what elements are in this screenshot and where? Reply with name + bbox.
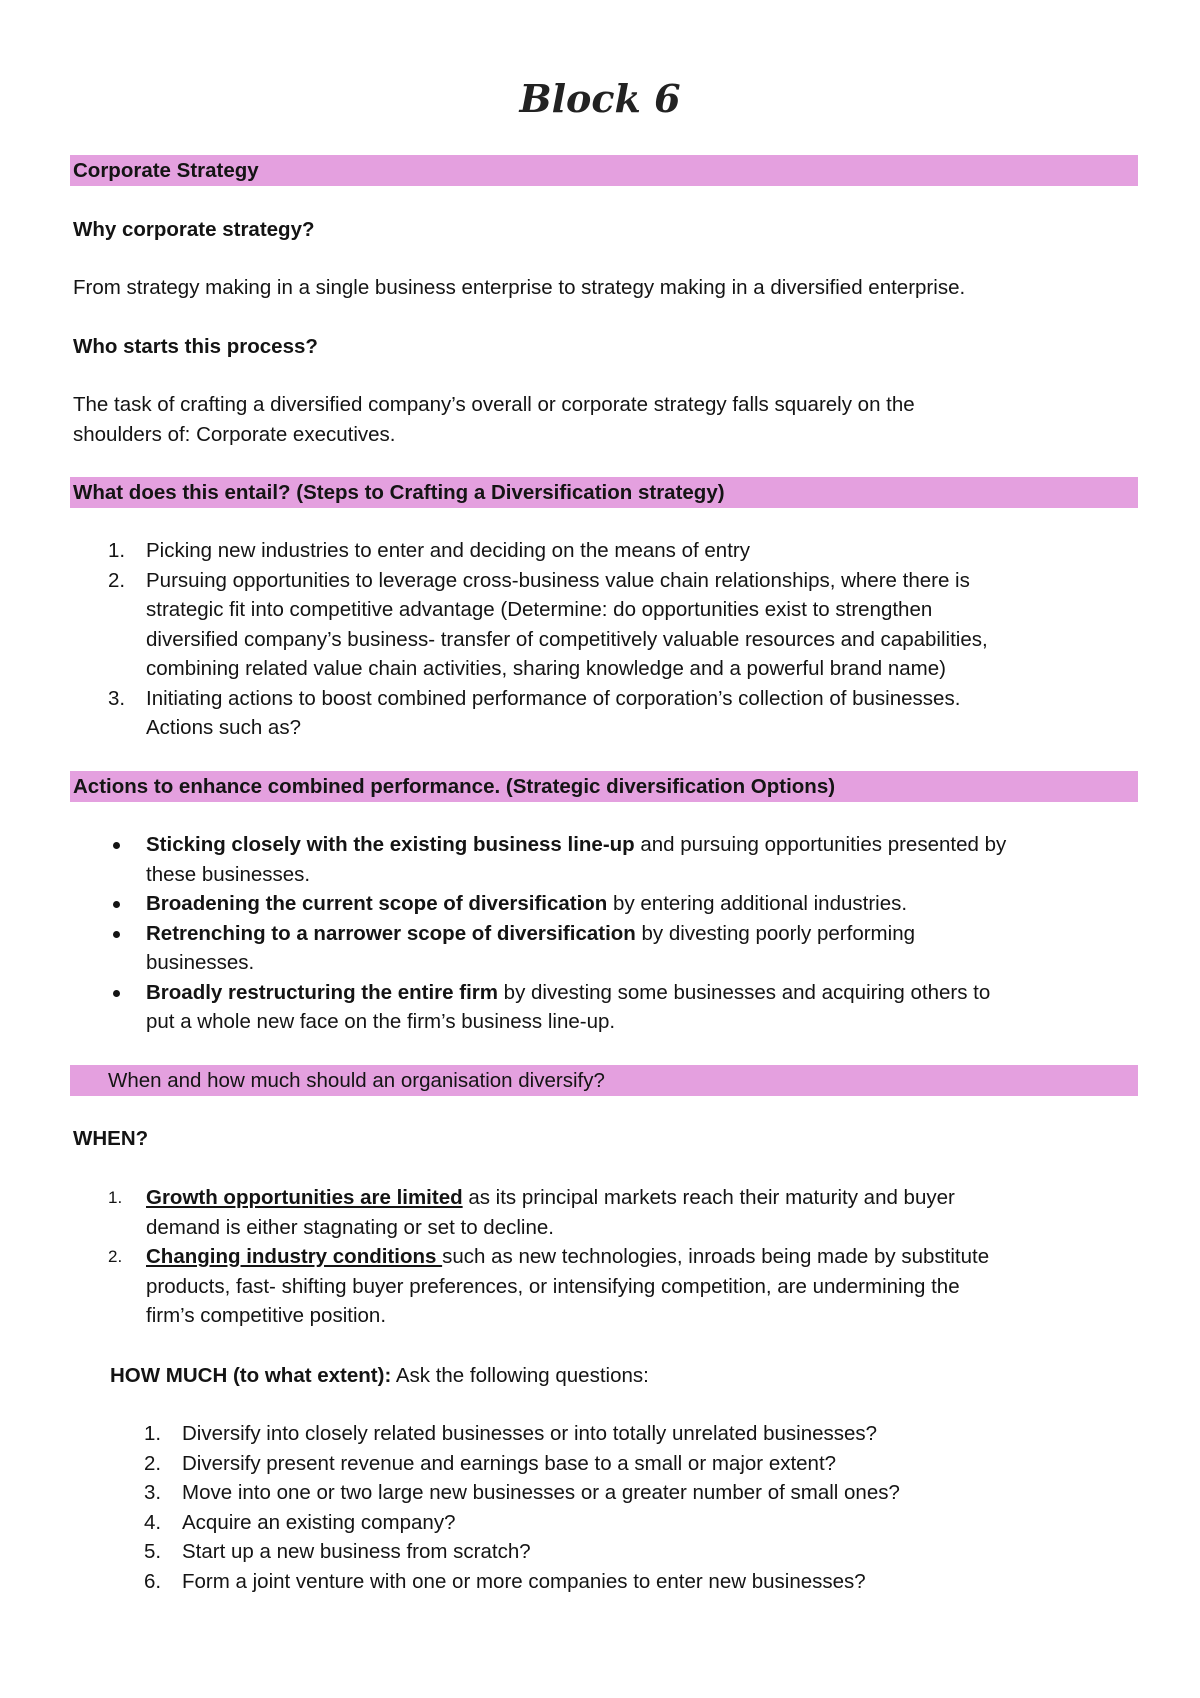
- bullet-icon: [113, 990, 120, 997]
- list-item-text: strategic fit into competitive advantage (Determine: do opportunities exist to strengthen: [146, 598, 933, 621]
- bullet-bold-text: Broadly restructuring the entire firm: [146, 980, 498, 1004]
- bullet-text: these businesses.: [146, 862, 311, 886]
- list-item-text: Diversify into closely related businesses or into totally unrelated businesses?: [182, 1422, 878, 1445]
- bullet-icon: [113, 842, 120, 849]
- list-item-text: as its principal markets reach their maturity and buyer: [462, 1186, 955, 1209]
- list-item-text: products, fast- shifting buyer preferences, or intensifying competition, are undermining the: [146, 1274, 960, 1298]
- list-number: 5.: [144, 1540, 162, 1563]
- bullet-bold-text: Sticking closely with the existing business line-up: [146, 833, 635, 856]
- list-number: 1.: [108, 539, 126, 562]
- page-title: Block 6: [519, 76, 681, 121]
- how-much-line: [110, 1361, 649, 1391]
- list-item: [108, 1242, 990, 1331]
- bullet-icon: [113, 931, 120, 938]
- list-number: 3.: [144, 1481, 162, 1504]
- answer-who-line2: shoulders of: Corporate executives.: [73, 423, 396, 446]
- answer-why: From strategy making in a single business enterprise to strategy making in a diversified enterprise.: [73, 276, 966, 299]
- bullet-text: put a whole new face on the firm’s business line-up.: [146, 1010, 616, 1033]
- list-item-text: Picking new industries to enter and deciding on the means of entry: [146, 539, 750, 562]
- list-item: [146, 919, 1006, 978]
- list-item: [144, 1478, 900, 1508]
- list-number: 1.: [108, 1188, 123, 1207]
- question-why: Why corporate strategy?: [73, 218, 315, 241]
- list-item-text: diversified company’s business- transfer of competitively valuable resources and capabilities,: [146, 627, 988, 651]
- bullet-text: by entering additional industries.: [607, 892, 908, 915]
- section-heading-corporate-strategy: Corporate Strategy: [70, 155, 1138, 186]
- list-item: [144, 1449, 900, 1479]
- bullet-bold-text: Broadening the current scope of diversification: [146, 892, 608, 915]
- bullet-text: by divesting some businesses and acquiring others to: [497, 980, 991, 1004]
- list-number: 1.: [144, 1422, 162, 1445]
- list-item-text: firm’s competitive position.: [146, 1304, 387, 1327]
- list-item: [108, 1183, 989, 1242]
- list-item-text: Start up a new business from scratch?: [182, 1540, 531, 1563]
- list-item: [146, 978, 1006, 1037]
- list-item-text: Pursuing opportunities to leverage cross-business value chain relationships, where there is: [146, 568, 970, 592]
- list-number: 4.: [144, 1510, 162, 1534]
- list-number: 2.: [108, 1247, 123, 1266]
- section-heading-actions: Actions to enhance combined performance. (Strategic diversification Options): [70, 771, 1138, 802]
- when-list: [108, 1183, 990, 1331]
- questions-list: [144, 1419, 900, 1596]
- bullet-text: businesses.: [146, 951, 255, 974]
- list-item-text: demand is either stagnating or set to decline.: [146, 1215, 554, 1239]
- list-item: [144, 1567, 900, 1597]
- underlined-text: Changing industry conditions: [146, 1245, 443, 1268]
- bullet-bold-text: Retrenching to a narrower scope of diversification: [146, 921, 636, 945]
- list-item: [144, 1508, 900, 1538]
- list-item: [144, 1419, 900, 1449]
- question-who: Who starts this process?: [73, 335, 318, 358]
- how-much-text: Ask the following questions:: [391, 1364, 649, 1387]
- bullet-icon: [113, 901, 120, 908]
- list-item: [146, 889, 1006, 919]
- options-list: [146, 830, 1006, 1037]
- list-item-text: Move into one or two large new businesses or a greater number of small ones?: [182, 1481, 900, 1504]
- list-number: 2.: [144, 1451, 162, 1475]
- section-heading-when-how-much: When and how much should an organisation diversify?: [70, 1065, 1138, 1096]
- list-item-text: Actions such as?: [146, 716, 301, 739]
- list-item: [108, 566, 988, 684]
- list-number: 6.: [144, 1569, 162, 1593]
- underlined-text: Growth opportunities are limited: [146, 1186, 463, 1209]
- list-item: [108, 536, 988, 566]
- list-item-text: combining related value chain activities, sharing knowledge and a powerful brand name): [146, 657, 946, 680]
- list-item: [108, 684, 988, 743]
- list-number: 3.: [108, 686, 126, 710]
- list-item-text: Initiating actions to boost combined performance of corporation’s collection of businesses.: [146, 686, 961, 710]
- list-item-text: Form a joint venture with one or more companies to enter new businesses?: [182, 1569, 866, 1593]
- steps-list: [108, 536, 988, 743]
- list-item-text: Acquire an existing company?: [182, 1510, 456, 1534]
- list-item: [146, 830, 1006, 889]
- list-item: [144, 1537, 900, 1567]
- list-number: 2.: [108, 568, 126, 592]
- answer-who-line1: The task of crafting a diversified company’s overall or corporate strategy falls squarely on the: [73, 393, 915, 416]
- bullet-text: and pursuing opportunities presented by: [634, 833, 1007, 856]
- how-much-label: HOW MUCH (to what extent):: [110, 1364, 392, 1387]
- list-item-text: Diversify present revenue and earnings base to a small or major extent?: [182, 1451, 837, 1475]
- list-item-text: such as new technologies, inroads being made by substitute: [442, 1245, 990, 1268]
- when-label: WHEN?: [73, 1127, 149, 1150]
- bullet-text: by divesting poorly performing: [635, 921, 915, 945]
- section-heading-steps: What does this entail? (Steps to Crafting a Diversification strategy): [70, 477, 1138, 508]
